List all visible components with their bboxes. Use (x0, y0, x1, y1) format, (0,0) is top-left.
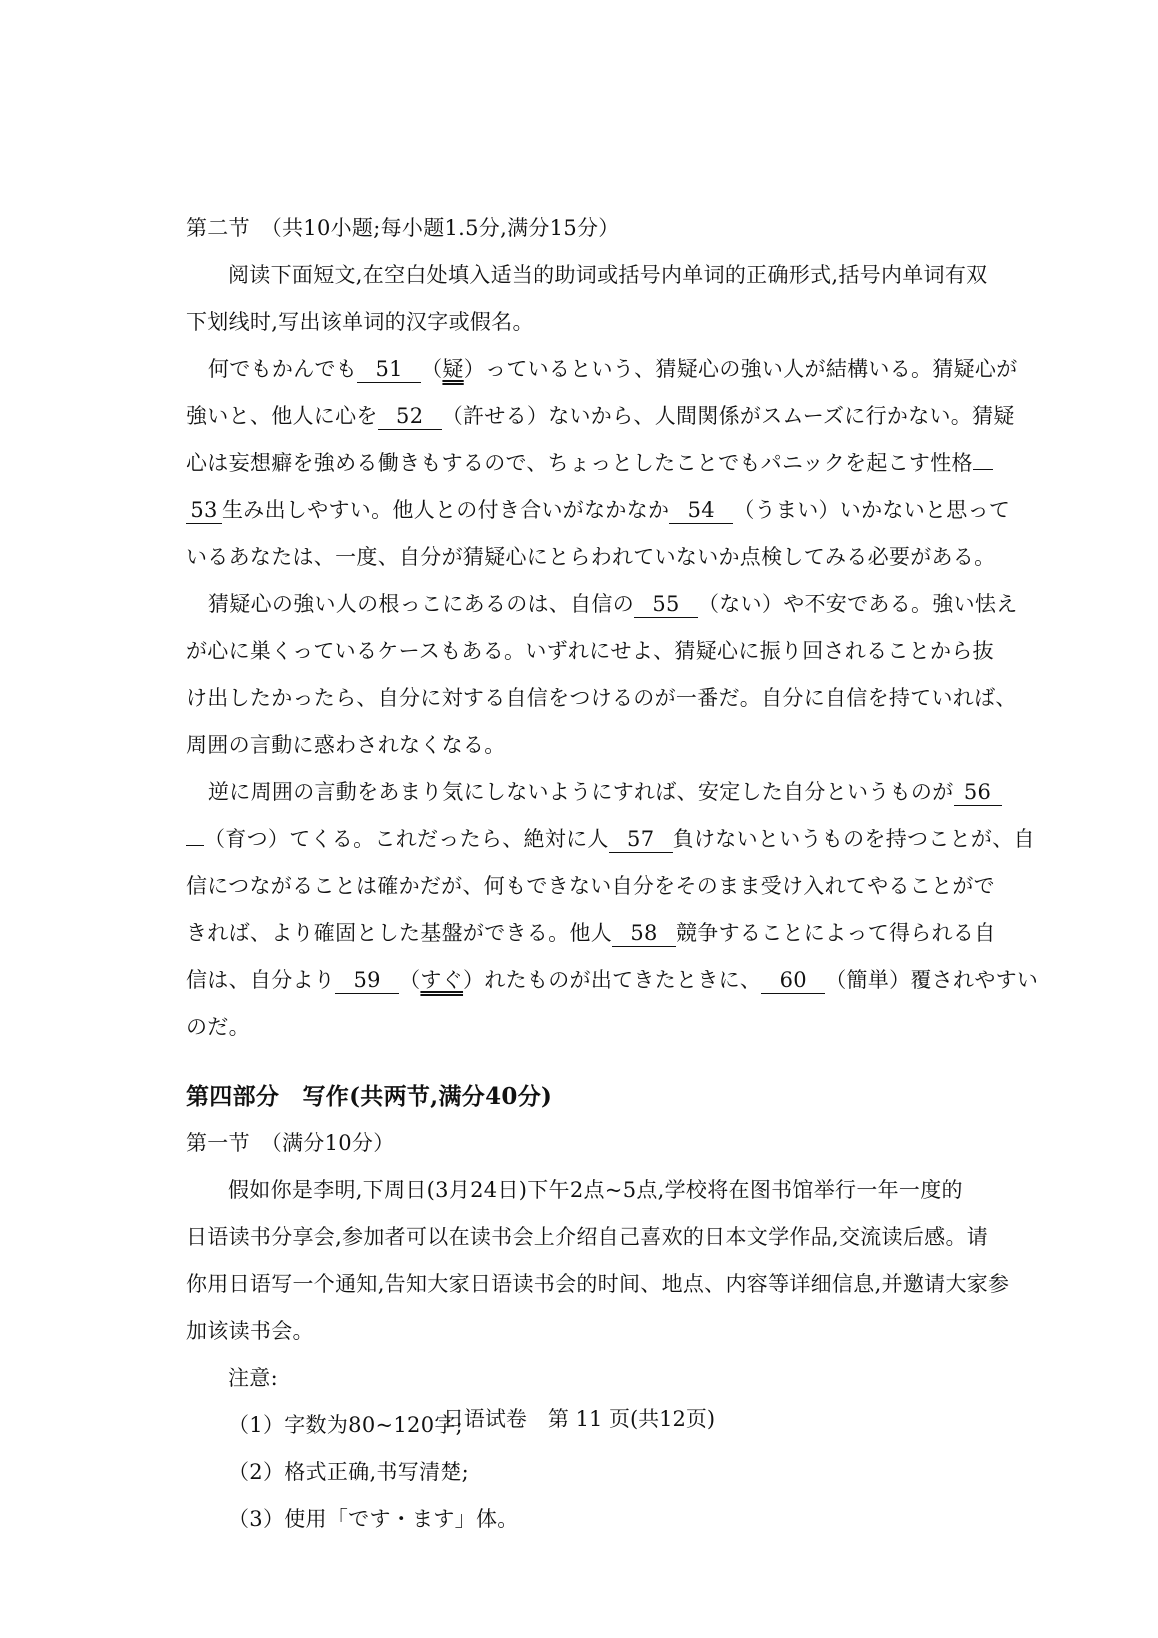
page-footer: 日语试卷 第 11 页(共12页) (442, 1407, 716, 1431)
passage-line-13: きれば、より確固とした基盤ができる。他人 58 競争することによって得られる自 (186, 921, 996, 945)
part4-section1-title: 第一节 （满分10分） (186, 1131, 395, 1155)
instruction-line-2: 下划线时,写出该单词的汉字或假名。 (186, 310, 534, 334)
blank-55: 55 (634, 591, 698, 618)
passage-line-14: 信は、自分より 59 （すぐ）れたものが出てきたときに、 60 （簡単）覆されやすい (186, 968, 1039, 992)
blank-53: 53 (186, 497, 222, 524)
blank-58: 58 (612, 920, 676, 947)
note-item: （3）使用「です・ます」体。 (228, 1507, 519, 1531)
passage-line-5: いるあなたは、一度、自分が猜疑心にとらわれていないか点検してみる必要がある。 (186, 545, 996, 569)
passage-line-4: 53 生み出しやすい。他人との付き合いがなかなか 54 （うまい）いかないと思って (186, 487, 968, 534)
section2-title: 第二节 （共10小题;每小题1.5分,满分15分） (186, 216, 620, 240)
blank-52: 52 (378, 403, 442, 430)
passage-line-2: 強いと、他人に心を 52 （許せる）ないから、人間関係がスムーズに行かない。猜疑 (186, 404, 1015, 428)
note-title: 注意: (228, 1366, 278, 1390)
blank-54: 54 (669, 497, 733, 524)
blank-60: 60 (761, 967, 825, 994)
prompt-line-2: 日语读书分享会,参加者可以在读书会上介绍自己喜欢的日本文学作品,交流读后感。请 (186, 1225, 989, 1249)
passage-line-1: 何でもかんでも 51 （疑）っているという、猜疑心の強い人が結構いる。猜疑心が (208, 357, 1018, 381)
passage-line-15: のだ。 (186, 1015, 250, 1039)
instruction-line-1: 阅读下面短文,在空白处填入适当的助词或括号内单词的正确形式,括号内单词有双 (228, 263, 988, 287)
passage-line-10: 逆に周囲の言動をあまり気にしないようにすれば、安定した自分というものが 56 (186, 769, 968, 816)
passage-line-9: 周囲の言動に惑わされなくなる。 (186, 733, 506, 757)
blank-57: 57 (609, 826, 673, 853)
passage-line-11: （育つ）てくる。これだったら、絶対に人 57 負けないというものを持つことが、自 (186, 816, 968, 863)
passage-line-6: 猜疑心の強い人の根っこにあるのは、自信の 55 （ない）や不安である。強い怯え (208, 592, 1018, 616)
blank-59: 59 (335, 967, 399, 994)
part4-title: 第四部分 写作(共两节,满分40分) (186, 1083, 553, 1110)
blank-51: 51 (357, 356, 421, 383)
prompt-line-4: 加该读书会。 (186, 1319, 314, 1343)
passage-line-12: 信につながることは確かだが、何もできない自分をそのまま受け入れてやることがで (186, 874, 995, 898)
prompt-line-3: 你用日语写一个通知,告知大家日语读书会的时间、地点、内容等详细信息,并邀请大家参 (186, 1272, 1010, 1296)
note-item: （2）格式正确,书写清楚; (228, 1460, 470, 1484)
passage-line-7: が心に巣くっているケースもある。いずれにせよ、猜疑心に振り回されることから抜 (186, 639, 994, 663)
blank-56-end (186, 845, 204, 846)
blank-53-start (973, 469, 993, 470)
passage-line-8: け出したかったら、自分に対する自信をつけるのが一番だ。自分に自信を持ていれば、 (186, 686, 1017, 710)
note-item: （1）字数为80~120字; (228, 1413, 464, 1437)
blank-56: 56 (954, 779, 1002, 806)
exam-page (186, 205, 1039, 1543)
passage-line-3: 心は妄想癖を強める働きもするので、ちょっとしたことでもパニックを起こす性格 (186, 440, 968, 487)
prompt-line-1: 假如你是李明,下周日(3月24日)下午2点~5点,学校将在图书馆举行一年一度的 (228, 1178, 963, 1202)
